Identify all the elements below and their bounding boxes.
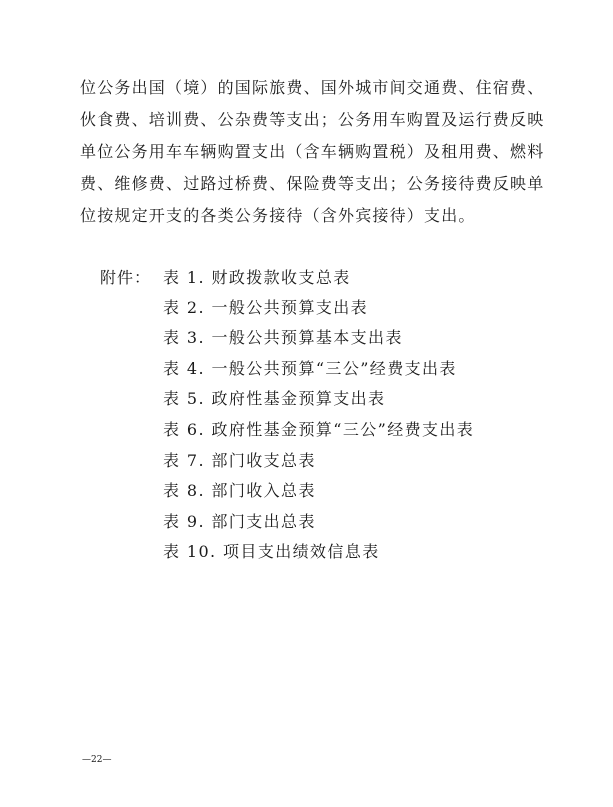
- attachment-item-5: 表 5. 政府性基金预算支出表: [163, 389, 386, 408]
- paragraph-line-2: 伙食费、培训费、公杂费等支出；公务用车购置及运行费反映: [80, 110, 545, 129]
- attachment-item-10: 表 10. 项目支出绩效信息表: [163, 542, 380, 561]
- paragraph-line-5: 位按规定开支的各类公务接待（含外宾接待）支出。: [80, 206, 476, 225]
- paragraph-line-1: 位公务出国（境）的国际旅费、国外城市间交通费、住宿费、: [80, 78, 545, 97]
- attachment-item-6: 表 6. 政府性基金预算“三公”经费支出表: [163, 420, 475, 439]
- attachment-item-2: 表 2. 一般公共预算支出表: [163, 298, 369, 317]
- attachment-item-4: 表 4. 一般公共预算“三公”经费支出表: [163, 359, 457, 378]
- attachment-item-8: 表 8. 部门收入总表: [163, 481, 316, 500]
- attachment-item-1: 表 1. 财政拨款收支总表: [163, 268, 351, 287]
- attachments-label: 附件：: [100, 268, 152, 287]
- page-number: —22—: [82, 755, 112, 765]
- paragraph-line-4: 费、维修费、过路过桥费、保险费等支出；公务接待费反映单: [80, 174, 545, 193]
- paragraph-line-3: 单位公务用车车辆购置支出（含车辆购置税）及租用费、燃料: [80, 142, 545, 161]
- attachment-item-3: 表 3. 一般公共预算基本支出表: [163, 328, 403, 347]
- attachment-item-7: 表 7. 部门收支总表: [163, 451, 316, 470]
- attachment-item-9: 表 9. 部门支出总表: [163, 512, 316, 531]
